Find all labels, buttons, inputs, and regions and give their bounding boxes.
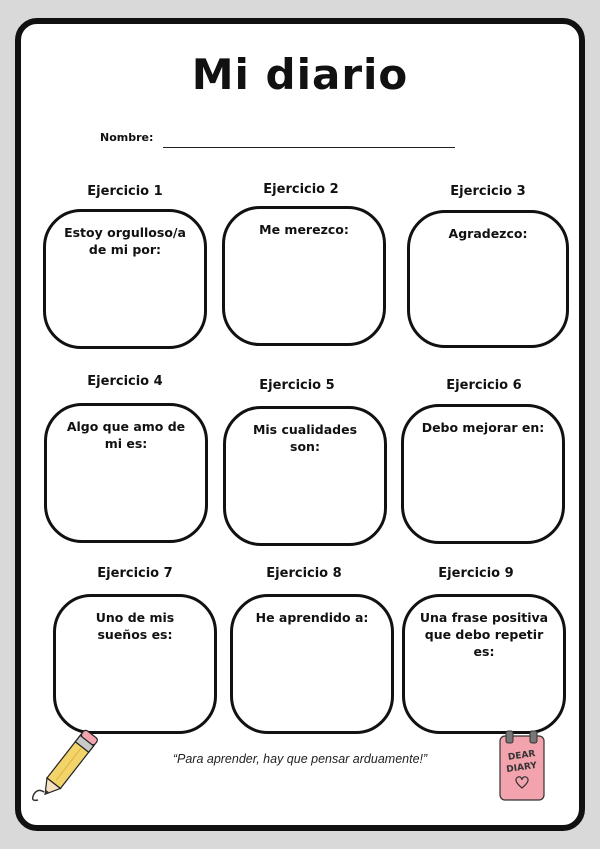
name-input-line[interactable] [163,147,455,148]
exercise-8-label: Ejercicio 8 [266,566,342,581]
exercise-6-box[interactable] [401,404,565,544]
exercise-4-box[interactable] [44,403,208,543]
exercise-9-box[interactable] [402,594,566,734]
exercise-9-label: Ejercicio 9 [438,566,514,581]
exercise-6-label: Ejercicio 6 [446,378,522,393]
exercise-4-label: Ejercicio 4 [87,374,163,389]
sticker-text-line-2: DIARY [505,760,538,776]
motivational-quote: “Para aprender, hay que pensar arduamente!” [172,752,428,766]
exercise-7-prompt: Uno de mis sueños es: [95,610,175,642]
sticker-text-line-1: DEAR [507,749,537,763]
exercise-8-prompt: He aprendido a: [255,610,369,625]
exercise-5-prompt: Mis cualidades son: [252,422,358,454]
exercise-2-prompt: Me merezco: [259,222,349,237]
exercise-7-box[interactable] [53,594,217,734]
page-title: Mi diario [191,50,409,99]
exercise-8-box[interactable] [230,594,394,734]
exercise-1-prompt: Estoy orgulloso/a de mi por: [64,225,186,257]
exercise-5-box[interactable] [223,406,387,546]
exercise-2-box[interactable] [222,206,386,346]
pencil-icon [22,722,112,816]
exercise-3-box[interactable] [407,210,569,348]
exercise-7-label: Ejercicio 7 [97,566,173,581]
exercise-2-label: Ejercicio 2 [263,182,339,197]
worksheet-page [15,18,585,831]
dear-diary-sticker-icon [486,728,556,812]
exercise-3-label: Ejercicio 3 [450,184,526,199]
exercise-1-box[interactable] [43,209,207,349]
exercise-5-label: Ejercicio 5 [259,378,335,393]
name-label: Nombre: [100,131,154,144]
exercise-1-label: Ejercicio 1 [87,184,163,199]
exercise-9-prompt: Una frase positiva que debo repetir es: [419,610,549,659]
exercise-6-prompt: Debo mejorar en: [421,420,545,435]
exercise-3-prompt: Agradezco: [448,226,528,241]
exercise-4-prompt: Algo que amo de mi es: [66,419,186,451]
